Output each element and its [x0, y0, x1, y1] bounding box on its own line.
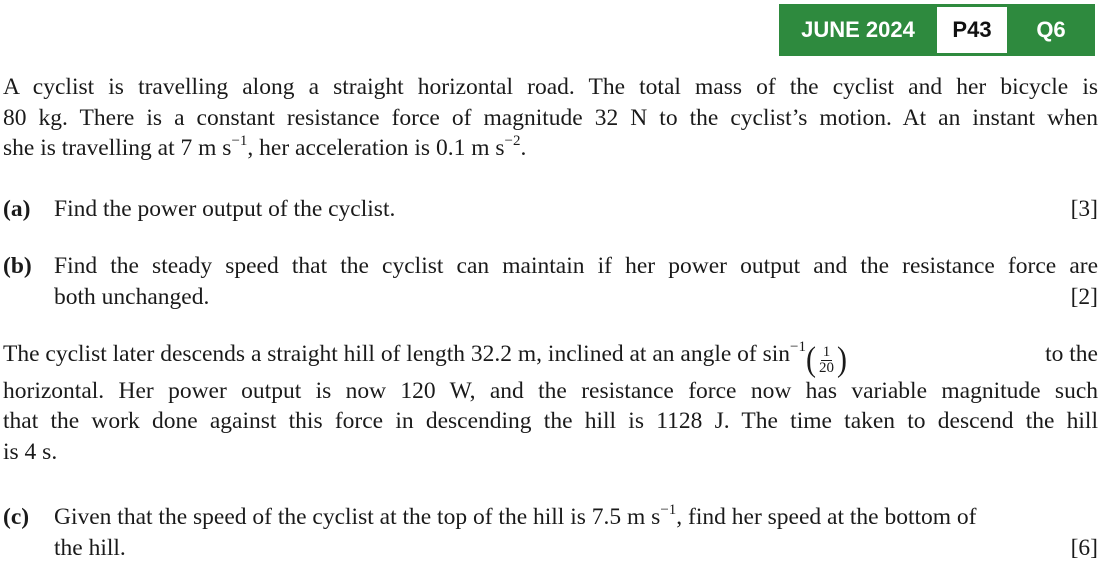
part-b-line-1: Find the steady speed that the cyclist can maintain if her power output and the resistance force are: [54, 251, 1098, 282]
paper-code-label: P43: [937, 7, 1007, 53]
part-c-line-2: the hill.: [54, 533, 126, 563]
part-a: [3, 194, 1098, 225]
part-b-label: (b): [3, 251, 32, 282]
question-number-label: Q6: [1007, 4, 1095, 56]
intro-line-3: she is travelling at 7 m $s^{-1}$, her acceleration is 0.1 m $s^{-2}$.: [3, 133, 1098, 164]
part-c-line-1: Given that the speed of the cyclist at the top of the hill is 7.5 m $s^{-1}$, find her speed at the bottom of: [54, 502, 1098, 533]
hill-paragraph: [3, 339, 1098, 467]
hill-line-4: is 4 s.: [3, 437, 1098, 468]
part-a-marks: [3]: [1071, 194, 1098, 225]
part-b-line-2: both unchanged.: [54, 282, 209, 313]
part-c: [3, 502, 1098, 563]
part-a-text: Find the power output of the cyclist.: [54, 194, 395, 225]
fraction-denominator: 20: [817, 361, 836, 376]
hill-line-3: that the work done against this force in descending the hill is 1128 J. The time taken to descend the hill: [3, 406, 1098, 437]
fraction-numerator: 1: [821, 345, 833, 361]
exam-session-label: JUNE 2024: [779, 4, 937, 56]
part-b-marks: [2]: [1071, 282, 1098, 313]
hill-line-2: horizontal. Her power output is now 120 W, and the resistance force now has variable magnitude such: [3, 376, 1098, 407]
part-b: [3, 251, 1098, 312]
intro-line-1: A cyclist is travelling along a straight horizontal road. The total mass of the cyclist and her bicycle is: [3, 72, 1098, 103]
part-c-label: (c): [3, 502, 29, 533]
hill-line-1: The cyclist later descends a straight hill of length 32.2 m, inclined at an angle of $\sin^{-1}$ ( $\frac{1}{20}$ ) to the: [3, 339, 1098, 376]
intro-line-2: 80 kg. There is a constant resistance force of magnitude 32 N to the cyclist’s motion. At an instant when: [3, 103, 1098, 134]
intro-paragraph: [3, 72, 1098, 133]
part-a-label: (a): [3, 194, 30, 225]
angle-fraction: ( $\frac{1}{20}$ ): [806, 345, 847, 376]
part-c-marks: [6]: [1071, 533, 1098, 563]
question-badge: [779, 4, 1095, 56]
